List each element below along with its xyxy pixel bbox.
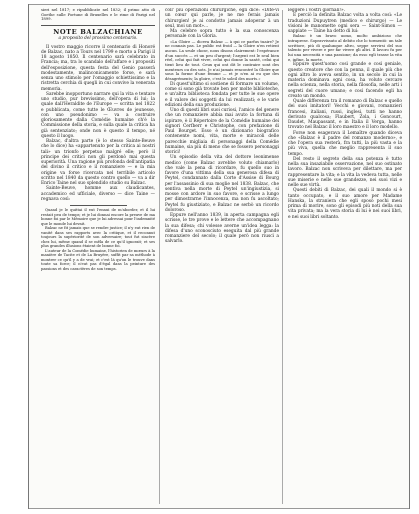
column-3 (288, 8, 402, 505)
paragraph: coll' più operazioni chirurgiche, egli dice: «Dite-vi un cœur qui parle, je ne me ferais jamais chirurgien! je ai condotto jamais adoperar à un seul, moi un mot»... (165, 8, 279, 29)
paragraph: Sarebbe inopportuno narrare qui la vita e tentare uno studio, pur brevissimo, dell'opera di lui; la quale dall'Heraldite de l'Europe — scritta nel 1822 e pubblicata, come tutte le Œuvres de jeunesse, con uno pseudonimo — va a costruire gloriosamente dalla Comédie humaine ch'è la Commissione della storia, e sulla quale la critica ha già sentenziato; onde non è questo il tempo, né questo il luogo. (41, 91, 155, 139)
paragraph: E perciò la definita Balzac volta a volta così: «Le traduzioni Dupuytren (medico e chirurgo) — Le visioni le manomette ogni sera — Saint-Simon — sappiate — Taine ha detto di lui: (288, 13, 402, 34)
paragraph: Quale differenza tra il romanzo di Balzac e quello dei suoi imitatori! Vecchi e giovani, romanzieri francesi, italiani, russi, inglesi, tutti ne hanno derivato qualcosa; Flaubert, Zola, i Goncourt, Daudet, Maupassant, e in Italia il Verga, hanno trovato nel Balzac il loro maestro e il loro modello. (288, 99, 402, 131)
paragraph: Eppure nell'anno 1839, in aperta campagna egli scrisse, le tre prove e le lettere che accompagnano la sua difesa; chi volesse averne un'idea legga: la difesa d'uno sconosciuto eseguita dal più grande romanziere del secolo; il quale però non riuscì a salvarlo. (165, 213, 279, 245)
article-subtitle: a proposito del prossimo centenario. (58, 36, 138, 42)
paragraph: Uno di questi libri suoi curiosi, l'amico del genere che un romanziere abbia mai avuto la fortuna di ispirare, è il Répertoire de la Comédie humaine dei signori Cerfberr e Christophe, con prefazione di Paul Bourget. Esso è un dizionario biografico contenente nomi, vita, morte e miracoli delle parecchie migliaia di personaggi della Comédie humaine, sia più di meno che se fossero personaggi storici! (165, 108, 279, 156)
footnote: Balzac ne fit jamais que se rendre justice; il n'y eut rien de vanité dans ses rapports avec la critique, et il reconnut toujours la supériorité de son adversaire; tout fut sincère chez lui, même quand il se mêla de ce qu'il ignorait; et ses plus grandes illusions étaient de bonne foi. (41, 226, 155, 249)
paragraph: Il vostro maggio ricorre il centenario di Honoré de Balzac, nato a Tours nel 1799 e morto a Parigi il 18 agosto 1850. Il centenario sarà celebrato in Francia; ma, tra lo scandalo dell'affare e i propositi dell'esposizione, questa festa del Genio passerà modestamente, malinconicamente forse, e sarà senza uno stimolo per l'omaggio schiettissimo e la ristretta cerchia di quegli in cui convive la venerata memoria. (41, 44, 155, 92)
newspaper-page (28, 4, 410, 509)
paragraph: leggere i vostri giornali!». (288, 8, 346, 13)
paragraph: Del resto il segreto della sua potenza è tutto nella sua insaziabile osservazione, nel suo ostinato lavoro. Balzac non scriveva per dilettare, ma per rappresentare la vita; e la vita la vedeva tutta, nelle sue miserie e nelle sue grandezze, nei suoi vizi e nelle sue virtù. (288, 156, 402, 189)
top-rule (29, 4, 409, 5)
paragraph: Questi debiti di Balzac, dei quali il mondo si è tanto occupato, e il suo amore per Madame Hanska, la straniera che egli sposò pochi mesi prima di morire, sono gli episodi più noti della sua vita privata; ma la vera storia di lui è nei suoi libri, e nei suoi libri soltanto. (288, 188, 402, 220)
paragraph: Ma celebre sopra tutto è la sua conoscenza personale con la Gloria. (165, 29, 279, 40)
paragraph: Balzac, d'altra parte (è lo stesso Sainte-Beuve che lo dice) ha «appartenuto per la critica ai nostri tali» un trionfo perpetuo malgré elle; però il principe dei critici non gli perdonò mai questa superiorità. Una ragione più profonda dell'antipatia del divino il critico e il romanziere — e la mia origine va forse ricercata nel terribile articolo scritto nel 1840 da questo contro quello — va a dir Enrico Taine nel suo splendido studio su Balzac. (41, 139, 155, 187)
paragraph: Forse non esagerava il Lemaître quando diceva che «Balzac è il padre del romanzo moderno», e che l'opera sua resterà, fra tutti, la più vasta e la più viva, quella che meglio rappresenta il suo tempo. (288, 130, 402, 157)
paragraph: Di quest'ultimo si sostiene di formare un volume, come si sono già trovate ben per molte biblioteche, e un'altra biblioteca fondata per tutte le sue opere e il valore dei soggetti da lui realizzati; e le varie edizioni della sua produzione. (165, 81, 279, 108)
column-separator (159, 10, 160, 504)
column-2 (165, 8, 279, 505)
footnote: Quand je le quittai il eut l'ennui de m'aborder, et il lui restait peu de temps; et je lui donnai encore la preuve de ma bonne foi par le Mémoire que je lui adressai pour l'indemnité que le monde lui devait. (41, 208, 155, 226)
divider (41, 25, 155, 26)
footnote: L'auteur de la Comédie humaine, l'historien de mœurs à la manière de Tacite et de La Bruyère, suffit par sa méthode à montrer ce qu'il y a de vrai; et c'est là qu'on le trouve dans toute sa force; il n'eut pas d'égal dans la peinture des passions et des caractères de son temps. (41, 248, 155, 271)
column-separator (282, 10, 283, 504)
quotation: «La Gloire — diceva Balzac — à qui ce parfus tuaire? Je ne connais pas. Le public est froid — la Gloire n'en retient aucun. La seule chose, nous disons clairement: l'espérance d'un succès — et un peu d'argent; l'argent est le seul bien réel, celui qui fait vivre, celui qui donne la santé, celui qui tient lieu de tout. Ceux qui ont dit le contraire sont des menteurs ou des sots. Je n'ai jamais rencontré la Gloire que sous la forme d'une femme — et je n'en ai eu que des désagréments; la gloire, c'est le soleil des morts.» (165, 38, 279, 82)
paragraph: Eppure quest'uomo così grande e così geniale, questo creatore che con la penna, il quale più che ogni altro lo aveva sentito, in un secolo in cui la materia dominava ogni cosa, ha voluto cercare nella scienza, nella storia, nella filosofia, nelle arti i segreti del cuore umano; e così facendo egli ha creato un mondo. (288, 62, 402, 99)
paragraph: Un episodio della vita del dottore leonimense medico (come Balzac avrebbe voluto chiamarlo) che vale la pena di ricordare, fu quello suo in favore d'una vittima della sua generosa difesa di Peytel, condannato dalla Corte d'Assise di Bourg per l'assassinio di sua moglie nel 1838. Balzac, che sentiva nella morte di Peytel un'ingiustizia, si mosse con ardore in suo favore, e scrisse a lungo per dimostrarne l'innocenza, ma non fu ascoltato; Peytel fu giustiziato, e Balzac ne serbò un ricordo doloroso. (165, 155, 279, 213)
paragraph: Sainte-Beuve, homme aux claudicantes, accademico ed ufficiale, diverso — dice Taine — regnava così: (41, 186, 155, 202)
quotation: Balzac è un bravo uomo, molto ambizioso che intraprese. Sopravvissuto al debito che lo tormentò: un tale scrittore, più di qualunque altro, seppe servirsi del suo talento per vivere e per far vivere gli altri. Il lavoro fu per lui una necessità e una passione; da esso egli trasse la vita e, infine, la morte. (288, 33, 402, 62)
bottom-rule (29, 508, 409, 509)
footnote-divider (70, 205, 127, 206)
article-title: NOTE BALZACHIANE (53, 28, 143, 37)
column-top-lines: sieri nel 1817; e ripubblicate nel 1832; il primo atto di Goethe sulle Fortune di Bruxelles e le rime di Parigi nel 1899. (41, 8, 155, 22)
column-1 (41, 8, 155, 505)
